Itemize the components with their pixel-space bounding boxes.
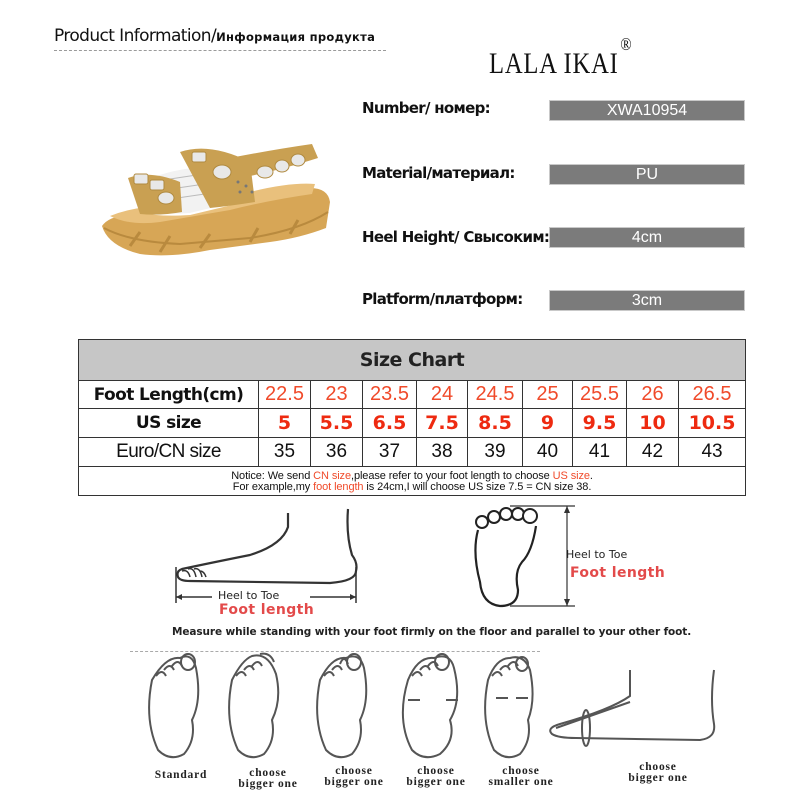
euro-size-cell: 36 [311, 438, 363, 467]
foot-type-caption-standard [146, 770, 216, 781]
caption-line: bigger one [238, 778, 298, 790]
us-size-cell: 5 [259, 409, 311, 438]
material-value: PU [549, 164, 745, 185]
notice-text: ,please refer to your foot length to choose [350, 470, 553, 482]
size-chart-table [78, 339, 746, 496]
notice-highlight-us-size: US size [552, 470, 590, 482]
notice-highlight-cn-size: CN size [313, 470, 351, 482]
foot-length-cell: 25.5 [573, 381, 627, 409]
euro-size-cell: 43 [679, 438, 746, 467]
euro-cn-size-label: Euro/CN size [79, 438, 259, 467]
notice-text: Notice: We send [231, 470, 314, 482]
foot-type-caption-2 [228, 768, 308, 790]
foot-types-diagram-icon [140, 650, 740, 765]
caption-line: choose [639, 761, 677, 773]
caption-line: choose [249, 767, 287, 779]
foot-length-cell: 26 [627, 381, 679, 409]
number-value: XWA10954 [549, 100, 745, 121]
notice-text: For example,my [232, 481, 314, 493]
foot-length-cell: 22.5 [259, 381, 311, 409]
side-foot-length-label: Foot length [219, 602, 315, 618]
caption-line: bigger one [628, 772, 688, 784]
registered-mark: ® [620, 34, 633, 54]
product-information-title [54, 26, 375, 46]
foot-length-cell: 23 [311, 381, 363, 409]
caption-line: choose [502, 765, 540, 777]
us-size-cell: 7.5 [417, 409, 468, 438]
notice-line-2 [79, 482, 745, 493]
brand-logo [489, 34, 633, 81]
euro-size-cell: 42 [627, 438, 679, 467]
foot-length-cell: 23.5 [363, 381, 417, 409]
heel-height-label: Heel Height/ Свысоким: [362, 228, 550, 246]
foot-type-caption-5 [476, 766, 566, 788]
us-size-label: US size [79, 409, 259, 438]
side-heel-to-toe-label: Heel to Toe [218, 589, 280, 602]
size-chart-title: Size Chart [79, 340, 746, 381]
top-heel-to-toe-label: Heel to Toe [566, 548, 628, 561]
foot-length-row [79, 381, 746, 409]
us-size-cell: 9.5 [573, 409, 627, 438]
foot-length-cell: 24.5 [468, 381, 523, 409]
notice-highlight-foot-length: foot length [313, 481, 364, 493]
title-russian: Информация продукта [216, 30, 376, 44]
us-size-cell: 5.5 [311, 409, 363, 438]
euro-size-cell: 38 [417, 438, 468, 467]
euro-size-cell: 40 [523, 438, 573, 467]
foot-length-cell: 24 [417, 381, 468, 409]
caption-line: choose [335, 765, 373, 777]
heel-height-value: 4cm [549, 227, 745, 248]
caption-line: Standard [154, 769, 208, 781]
foot-length-label: Foot Length(cm) [79, 381, 259, 409]
caption-line: bigger one [406, 776, 466, 788]
platform-label: Platform/платформ: [362, 290, 523, 308]
euro-cn-size-row [79, 438, 746, 467]
material-label: Material/материал: [362, 164, 515, 182]
notice-text: . [589, 470, 593, 482]
euro-size-cell: 39 [468, 438, 523, 467]
title-english: Product Information/ [54, 26, 217, 46]
euro-size-cell: 41 [573, 438, 627, 467]
size-notice-row [79, 467, 746, 496]
top-foot-length-label: Foot length [570, 565, 666, 581]
caption-line: smaller one [488, 776, 554, 788]
us-size-cell: 8.5 [468, 409, 523, 438]
foot-type-caption-6 [616, 762, 700, 784]
foot-type-caption-4 [396, 766, 476, 788]
euro-size-cell: 37 [363, 438, 417, 467]
foot-type-caption-3 [314, 766, 394, 788]
us-size-cell: 9 [523, 409, 573, 438]
number-label: Number/ номер: [362, 99, 490, 117]
size-notice [79, 467, 746, 496]
measure-instruction: Measure while standing with your foot firmly on the floor and parallel to your other foot. [172, 626, 692, 638]
foot-length-cell: 26.5 [679, 381, 746, 409]
product-image-sandal [100, 142, 340, 272]
notice-text: is 24cm,I will choose US size 7.5 = CN size 38. [363, 481, 592, 493]
us-size-cell: 10.5 [679, 409, 746, 438]
us-size-cell: 10 [627, 409, 679, 438]
caption-line: bigger one [324, 776, 384, 788]
us-size-cell: 6.5 [363, 409, 417, 438]
platform-value: 3cm [549, 290, 745, 311]
foot-length-cell: 25 [523, 381, 573, 409]
euro-size-cell: 35 [259, 438, 311, 467]
us-size-row [79, 409, 746, 438]
caption-line: choose [417, 765, 455, 777]
title-divider [54, 50, 386, 51]
brand-name: LALA IKAI [489, 47, 619, 80]
